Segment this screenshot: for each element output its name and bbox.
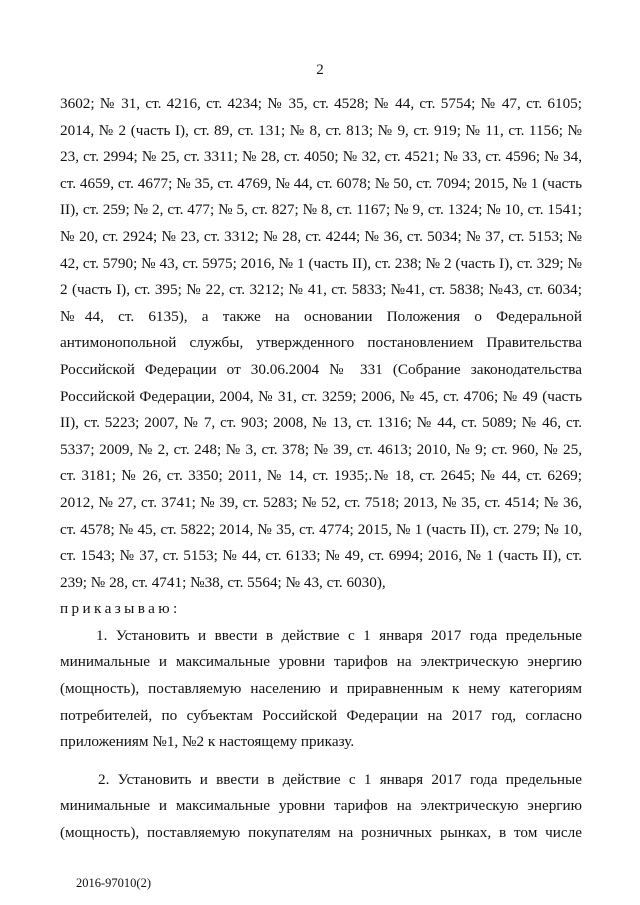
text-line: 5337; 2009, № 2, ст. 248; № 3, ст. 378; № 39, ст. 4613; 2010, № 9; ст. 960, № 25, — [60, 440, 582, 458]
text-line: ст. 3181; № 26, ст. 3350; 2011, № 14, ст. 1935;.№ 18, ст. 2645; № 44, ст. 6269; — [60, 467, 582, 485]
text-line: (мощность), поставляемую покупателям на розничных рынках, в том числе — [60, 824, 582, 842]
text-line: 239; № 28, ст. 4741; №38, ст. 5564; № 43, ст. 6030), — [60, 573, 386, 591]
text-line: (мощность), поставляемую населению и приравненным к нему категориям — [60, 680, 582, 698]
paragraph-gap — [60, 756, 582, 767]
text-line: ст. 4578; № 45, ст. 5822; 2014, № 35, ст. 4774; 2015, № 1 (часть II), ст. 279; № 10, — [60, 520, 582, 538]
text-line: 23, ст. 2994; № 25, ст. 3311; № 28, ст. 4050; № 32, ст. 4521; № 33, ст. 4596; № 34, — [60, 148, 582, 166]
order-item-2 — [60, 767, 582, 847]
order-item-1 — [60, 623, 582, 756]
text-line: 2012, № 27, ст. 3741; № 39, ст. 5283; № 52, ст. 7518; 2013, № 35, ст. 4514; № 36, — [60, 493, 582, 511]
order-word: приказываю: — [60, 600, 181, 618]
text-line: Российской Федерации от 30.06.2004 № 331 (Собрание законодательства — [60, 360, 582, 378]
document-code: 2016-97010(2) — [76, 876, 151, 890]
text-line: ст. 4659, ст. 4677; № 35, ст. 4769, № 44, ст. 6078; № 50, ст. 7094; 2015, № 1 (часть — [60, 174, 582, 192]
text-line: приложениям №1, №2 к настоящему приказу. — [60, 733, 355, 751]
text-line: №44, ст. 6135), а также на основании Положения о Федеральной — [60, 307, 582, 325]
text-line: 2 (часть I), ст. 395; № 22, ст. 3212; № 41, ст. 5833; №41, ст. 5838; №43, ст. 6034; — [60, 281, 582, 299]
text-line: потребителей, по субъектам Российской Федерации на 2017 год, согласно — [60, 706, 582, 724]
document-body — [60, 91, 582, 847]
text-line: № 20, ст. 2924; № 23, ст. 3312; № 28, ст. 4244; № 36, ст. 5034; № 37, ст. 5153; № — [60, 227, 582, 245]
page-number: 2 — [316, 62, 324, 78]
text-line: 3602; № 31, ст. 4216, ст. 4234; № 35, ст. 4528; № 44, ст. 5754; № 47, ст. 6105; — [60, 95, 582, 112]
text-line: антимонопольной службы, утвержденного постановлением Правительства — [60, 334, 582, 352]
text-line: ст. 1543; № 37, ст. 5153; № 44, ст. 6133; № 49, ст. 6994; 2016, № 1 (часть II), ст. — [60, 547, 582, 565]
text-line: минимальные и максимальные уровни тарифов на электрическую энергию — [60, 797, 582, 815]
text-line: II), ст. 259; № 2, ст. 477; № 5, ст. 827; № 8, ст. 1167; № 9, ст. 1324; № 10, ст. 1541; — [60, 201, 582, 219]
text-line: 42, ст. 5790; № 43, ст. 5975; 2016, № 1 (часть II), ст. 238; № 2 (часть I), ст. 329; № — [60, 254, 582, 272]
text-line: 2. Установить и ввести в действие с 1 января 2017 года предельные — [98, 770, 582, 788]
text-line: 2014, № 2 (часть I), ст. 89, ст. 131; № 8, ст. 813; № 9, ст. 919; № 11, ст. 1156; № — [60, 121, 582, 139]
text-line: минимальные и максимальные уровни тарифов на электрическую энергию — [60, 653, 582, 671]
text-line: 1. Установить и ввести в действие с 1 января 2017 года предельные — [96, 626, 582, 644]
text-line: Российской Федерации, 2004, № 31, ст. 3259; 2006, № 45, ст. 4706; № 49 (часть — [60, 387, 582, 405]
text-line: II), ст. 5223; 2007, № 7, ст. 903; 2008, № 13, ст. 1316; № 44, ст. 5089; № 46, ст. — [60, 414, 582, 432]
